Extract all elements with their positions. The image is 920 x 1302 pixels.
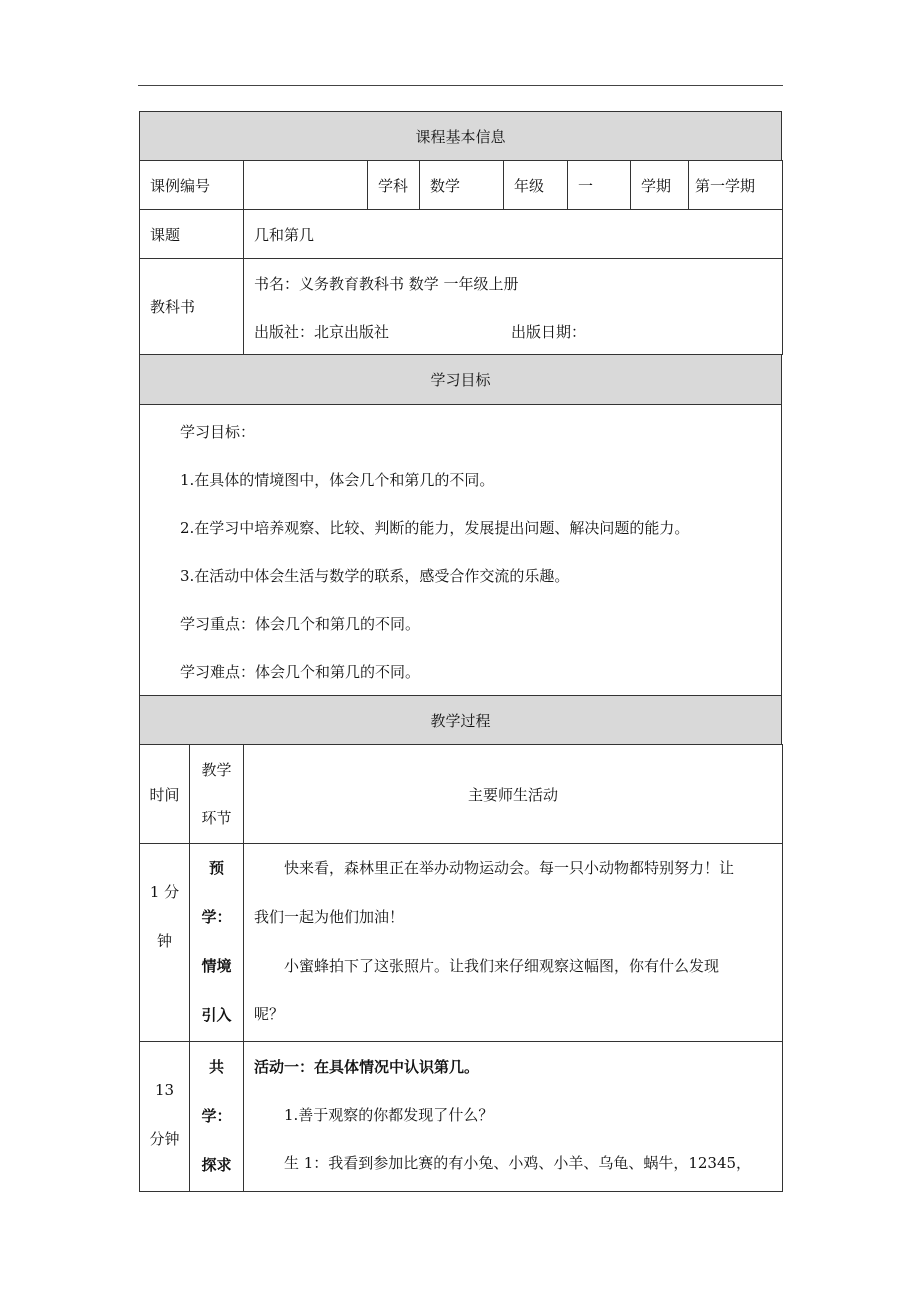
col-activity-label: 主要师生活动 [467,785,558,804]
row1-time-line2: 钟 [156,932,172,950]
row1-time [140,844,190,1042]
col-stage-line2: 环节 [201,809,232,827]
textbook-details [244,259,783,355]
book-name: 书名：义务教育教科书 数学 一年级上册 [254,275,519,293]
row1-stage-1: 预 [208,859,224,877]
row2-stage-1: 共 [208,1058,224,1076]
learning-goals-title: 学习目标 [430,371,491,389]
row2-activity-title: 活动一：在具体情况中认识第几。 [254,1058,480,1076]
row2-time [140,1042,190,1192]
row1-activity [244,844,783,1042]
row1-line-3: 小蜜蜂拍下了这张照片。让我们来仔细观察这幅图，你有什么发现 [284,957,720,975]
row1-line-2: 我们一起为他们加油！ [254,908,405,926]
row2-line-2: 生 1：我看到参加比赛的有小兔、小鸡、小羊、乌龟、蜗牛，12345， [284,1154,752,1172]
publisher: 出版社：北京出版社 [254,323,390,341]
teaching-process-table [139,744,783,1192]
row2-stage [190,1042,244,1192]
row1-stage [190,844,244,1042]
basic-info-table [139,160,783,355]
goals-intro: 学习目标： [180,423,256,441]
learning-goals-body [139,405,782,696]
col-time-header [140,745,190,844]
col-stage-header [190,745,244,844]
topic-label: 课题 [140,210,244,259]
col-stage-line1: 教学 [201,761,232,779]
row2-stage-2: 学： [201,1107,232,1125]
case-number-value [244,161,368,210]
difficulty: 学习难点：体会几个和第几的不同。 [180,663,421,681]
goal-item-3: 3.在活动中体会生活与数学的联系，感受合作交流的乐趣。 [180,567,570,585]
subject-label: 学科 [368,161,420,210]
term-value: 第一学期 [689,161,783,210]
subject-value: 数学 [420,161,504,210]
row2-time-line2: 分钟 [149,1130,180,1148]
goal-item-2: 2.在学习中培养观察、比较、判断的能力，发展提出问题、解决问题的能力。 [180,519,690,537]
row1-time-line1: 1 分 [149,883,180,901]
row1-line-4: 呢？ [254,1005,285,1023]
basic-info-title: 课程基本信息 [415,128,506,146]
learning-goals-header [139,354,782,405]
teaching-process-title: 教学过程 [430,712,491,730]
textbook-label: 教科书 [140,259,244,355]
teaching-process-header [139,695,782,745]
grade-value: 一 [568,161,631,210]
row2-activity [244,1042,783,1192]
row1-stage-4: 引入 [201,1006,232,1024]
grade-label: 年级 [504,161,568,210]
row1-stage-2: 学： [201,908,232,926]
key-point: 学习重点：体会几个和第几的不同。 [180,615,421,633]
row1-stage-3: 情境 [201,957,232,975]
top-rule [138,85,783,86]
term-label: 学期 [631,161,689,210]
row2-stage-3: 探求 [201,1156,232,1174]
goal-item-1: 1.在具体的情境图中，体会几个和第几的不同。 [180,471,495,489]
topic-value: 几和第几 [244,210,783,259]
case-number-label: 课例编号 [140,161,244,210]
row2-time-line1: 13 [154,1081,175,1099]
col-activity-header [244,745,783,844]
basic-info-header [139,111,782,161]
row1-line-1: 快来看，森林里正在举办动物运动会。每一只小动物都特别努力！让 [284,859,735,877]
publish-date: 出版日期： [511,323,587,341]
col-time-label: 时间 [149,785,180,804]
row2-line-1: 1.善于观察的你都发现了什么？ [284,1106,494,1124]
